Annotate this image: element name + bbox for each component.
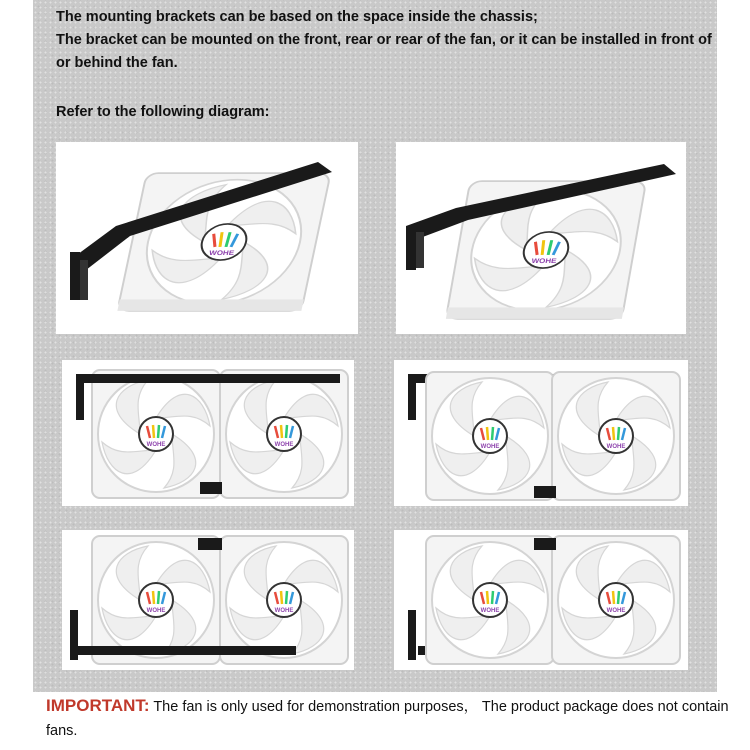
important-text: The fan is only used for demonstration purposes， The product package does not contain fans.: [46, 699, 729, 739]
single-fan-bracket-front-panel: [56, 142, 358, 334]
fan-logo-text: WOHE: [208, 248, 235, 257]
diagram-heading: Refer to the following diagram:: [56, 104, 270, 120]
fan-logo-text: WOHE: [530, 256, 558, 265]
fan-logo-text: WOHE: [146, 442, 166, 448]
fan-logo-text: WOHE: [480, 444, 500, 450]
fan-logo-text: WOHE: [606, 444, 626, 450]
single-fan-bracket-top-panel: [396, 142, 686, 334]
single-fan-bracket-front-illustration: [56, 142, 358, 334]
instructions-line-1: The mounting brackets can be based on the space inside the chassis;: [56, 9, 538, 25]
dual-fan-bracket-bottom-rear-panel: [394, 530, 688, 670]
dual-fan-bracket-top-rear-panel: [394, 360, 688, 506]
important-notice: [46, 694, 736, 743]
fan-logo-text: WOHE: [146, 608, 166, 614]
dual-fan-bracket-top-rear-illustration: [394, 360, 688, 506]
instructions-line-2: The bracket can be mounted on the front, rear or rear of the fan, or it can be installed in front of or behind the fan.: [56, 32, 712, 71]
fan-logo-text: WOHE: [274, 442, 294, 448]
dual-fan-bracket-bottom-front-panel: [62, 530, 354, 670]
fan-logo-text: WOHE: [274, 608, 294, 614]
bracket: [76, 374, 340, 383]
important-label: IMPORTANT:: [46, 696, 150, 715]
dual-fan-bracket-bottom-front-illustration: [62, 530, 354, 670]
dual-fan-bracket-bottom-rear-illustration: [394, 530, 688, 670]
fan-logo-text: WOHE: [606, 608, 626, 614]
bracket: [76, 646, 296, 655]
single-fan-bracket-top-illustration: [396, 142, 686, 334]
dual-fan-bracket-top-front-illustration: [62, 360, 354, 506]
fan-logo-text: WOHE: [480, 608, 500, 614]
instructions-text: [56, 6, 716, 75]
dual-fan-bracket-top-front-panel: [62, 360, 354, 506]
